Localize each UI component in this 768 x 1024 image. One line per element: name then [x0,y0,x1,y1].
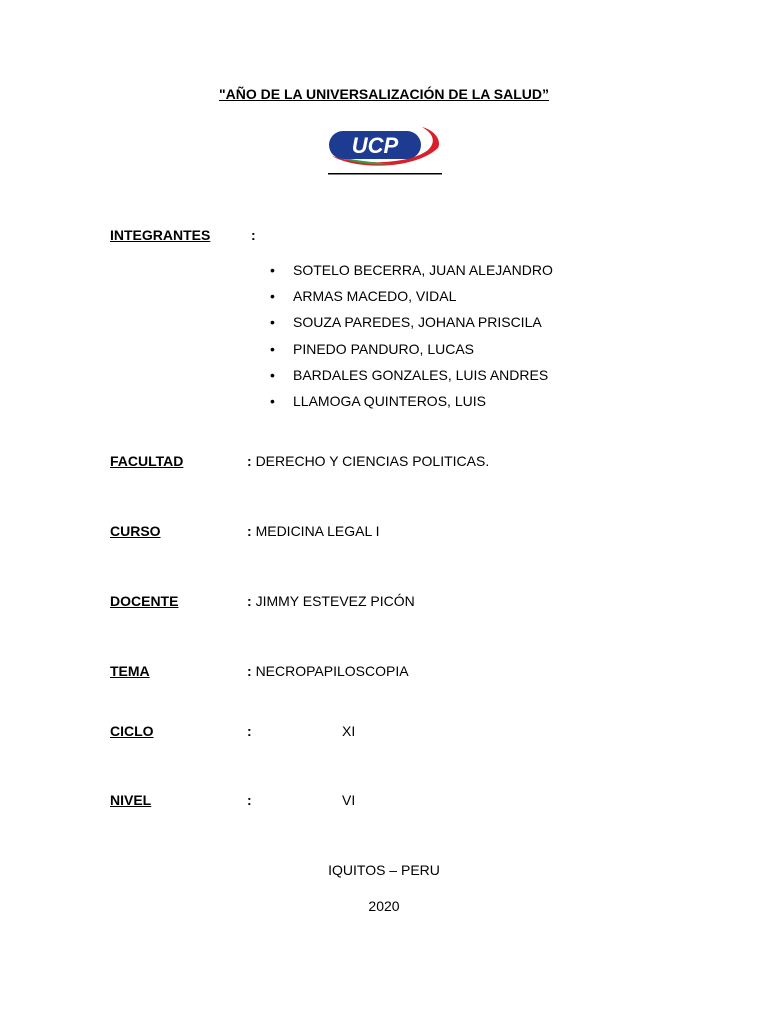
curso-value: MEDICINA LEGAL I [255,523,380,539]
facultad-row [247,453,489,469]
footer-year: 2020 [368,898,400,914]
page-title: "AÑO DE LA UNIVERSALIZACIÓN DE LA SALUD” [219,86,549,102]
member-name: ARMAS MACEDO, VIDAL [293,288,457,305]
facultad-colon: : [247,453,252,469]
docente-value: JIMMY ESTEVEZ PICÓN [255,593,415,609]
tema-value: NECROPAPILOSCOPIA [255,663,409,679]
member-name: BARDALES GONZALES, LUIS ANDRES [293,366,549,383]
member-name: SOTELO BECERRA, JUAN ALEJANDRO [293,262,553,278]
bullet-icon: • [270,366,275,383]
svg-text:UCP: UCP [351,133,399,158]
docente-colon: : [247,593,252,609]
nivel-colon: : [247,792,252,808]
member-name: LLAMOGA QUINTEROS, LUIS [293,392,486,409]
list-item [270,389,553,415]
integrantes-label: INTEGRANTES [110,227,211,243]
integrantes-colon: : [251,227,256,243]
ciclo-label: CICLO [110,723,154,739]
curso-label: CURSO [110,523,161,539]
nivel-value: VI [342,792,356,808]
bullet-icon: • [270,262,275,278]
member-name: PINEDO PANDURO, LUCAS [293,340,474,357]
tema-colon: : [247,663,252,679]
facultad-label: FACULTAD [110,453,184,469]
ciclo-value: XI [342,723,356,739]
members-list [270,258,553,415]
list-item [270,284,553,310]
bullet-icon: • [270,288,275,305]
member-name: SOUZA PAREDES, JOHANA PRISCILA [293,314,542,331]
facultad-value: DERECHO Y CIENCIAS POLITICAS. [255,453,490,469]
list-item [270,337,553,363]
ucp-logo [326,122,444,176]
curso-colon: : [247,523,252,539]
tema-label: TEMA [110,663,150,679]
list-item [270,363,553,389]
docente-label: DOCENTE [110,593,179,609]
ciclo-colon: : [247,723,252,739]
tema-row [247,663,409,679]
curso-row [247,523,380,539]
docente-row [247,593,415,609]
bullet-icon: • [270,392,275,409]
nivel-label: NIVEL [110,792,152,808]
list-item [270,310,553,336]
bullet-icon: • [270,340,275,357]
bullet-icon: • [270,314,275,331]
list-item [270,258,553,284]
footer-place: IQUITOS – PERU [328,862,440,878]
